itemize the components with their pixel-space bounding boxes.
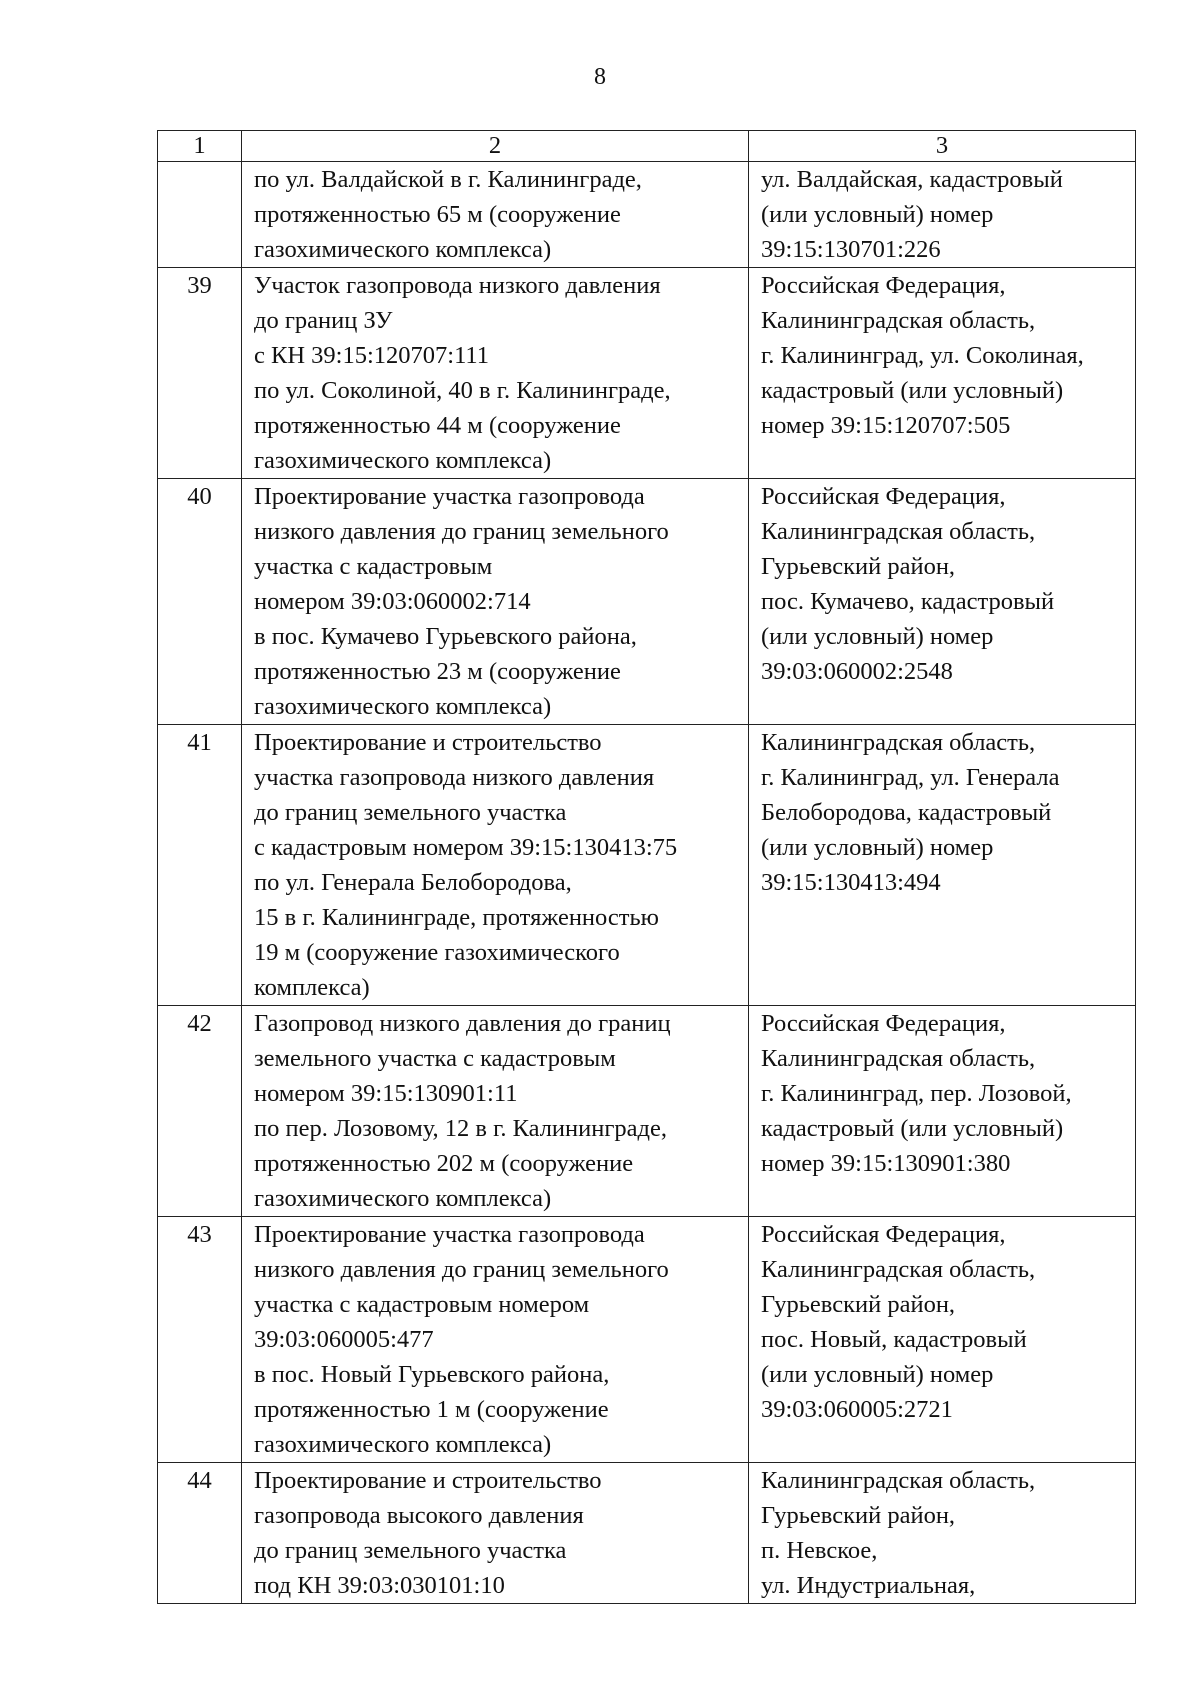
- row-description: Проектирование и строительство участка газопровода низкого давления до границ земельного участка с кадастровым номером 39:15:130413:75 по ул. Генерала Белобородова, 15 в г. Калининграде, протяженностью 19 м (сооружение газохимического комплекса): [242, 725, 749, 1006]
- row-number: 40: [158, 479, 242, 725]
- row-number: 43: [158, 1217, 242, 1463]
- header-col-2: 2: [242, 131, 749, 162]
- header-col-3: 3: [749, 131, 1136, 162]
- table-header-row: [158, 131, 1136, 162]
- table-row: [158, 1006, 1136, 1217]
- row-description: Проектирование и строительство газопровода высокого давления до границ земельного участка под КН 39:03:030101:10: [242, 1463, 749, 1604]
- row-location: Российская Федерация, Калининградская область, Гурьевский район, пос. Новый, кадастровый (или условный) номер 39:03:060005:2721: [749, 1217, 1136, 1463]
- header-col-1: 1: [158, 131, 242, 162]
- row-description: Газопровод низкого давления до границ земельного участка с кадастровым номером 39:15:130901:11 по пер. Лозовому, 12 в г. Калининграде, протяженностью 202 м (сооружение газохимического комплекса): [242, 1006, 749, 1217]
- table-row: [158, 1463, 1136, 1604]
- row-location: ул. Валдайская, кадастровый (или условный) номер 39:15:130701:226: [749, 162, 1136, 268]
- row-location: Российская Федерация, Калининградская область, г. Калининград, ул. Соколиная, кадастровый (или условный) номер 39:15:120707:505: [749, 268, 1136, 479]
- row-description: по ул. Валдайской в г. Калининграде, протяженностью 65 м (сооружение газохимического комплекса): [242, 162, 749, 268]
- row-description: Проектирование участка газопровода низкого давления до границ земельного участка с кадастровым номером 39:03:060005:477 в пос. Новый Гурьевского района, протяженностью 1 м (сооружение газохимического комплекса): [242, 1217, 749, 1463]
- row-number: [158, 162, 242, 268]
- page-number: 8: [594, 64, 606, 90]
- row-description: Проектирование участка газопровода низкого давления до границ земельного участка с кадастровым номером 39:03:060002:714 в пос. Кумачево Гурьевского района, протяженностью 23 м (сооружение газохимического комплекса): [242, 479, 749, 725]
- row-number: 42: [158, 1006, 242, 1217]
- table-row: [158, 1217, 1136, 1463]
- row-location: Калининградская область, г. Калининград, ул. Генерала Белобородова, кадастровый (или условный) номер 39:15:130413:494: [749, 725, 1136, 1006]
- row-location: Российская Федерация, Калининградская область, г. Калининград, пер. Лозовой, кадастровый (или условный) номер 39:15:130901:380: [749, 1006, 1136, 1217]
- row-location: Российская Федерация, Калининградская область, Гурьевский район, пос. Кумачево, кадастровый (или условный) номер 39:03:060002:2548: [749, 479, 1136, 725]
- table-row: [158, 268, 1136, 479]
- table-row: [158, 725, 1136, 1006]
- table-row: [158, 479, 1136, 725]
- row-description: Участок газопровода низкого давления до границ ЗУ с КН 39:15:120707:111 по ул. Соколиной, 40 в г. Калининграде, протяженностью 44 м (сооружение газохимического комплекса): [242, 268, 749, 479]
- row-number: 41: [158, 725, 242, 1006]
- row-location: Калининградская область, Гурьевский район, п. Невское, ул. Индустриальная,: [749, 1463, 1136, 1604]
- objects-table: [157, 130, 1136, 1604]
- row-number: 44: [158, 1463, 242, 1604]
- row-number: 39: [158, 268, 242, 479]
- table-row: [158, 162, 1136, 268]
